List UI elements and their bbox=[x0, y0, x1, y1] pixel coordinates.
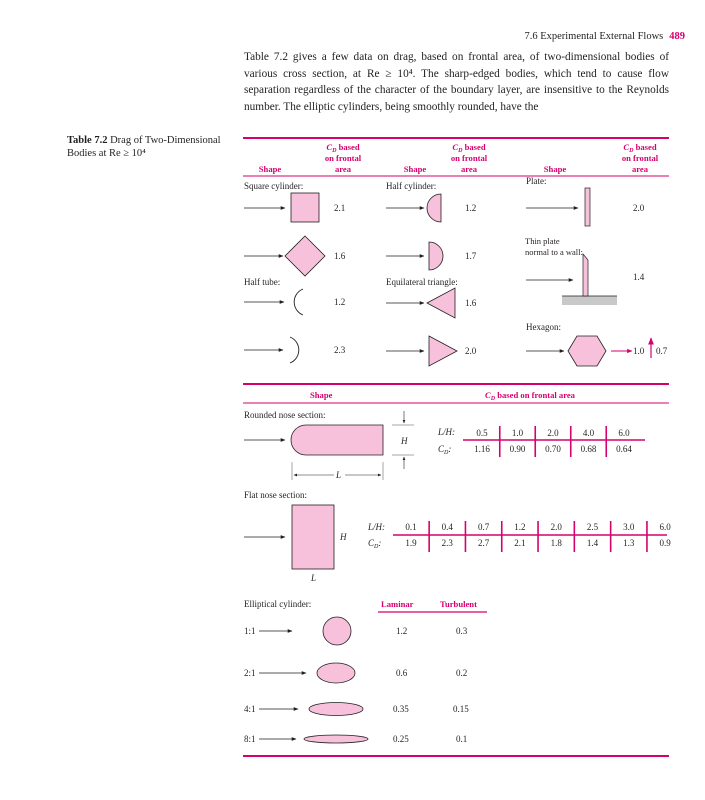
cd-wall-plate: 1.4 bbox=[633, 272, 645, 282]
half-tube-convex-icon bbox=[290, 337, 299, 363]
cd-half-cylinder-2: 1.7 bbox=[465, 251, 477, 261]
svg-text:0.15: 0.15 bbox=[453, 704, 469, 714]
ellipse-4-1-icon bbox=[309, 703, 363, 716]
page-number: 489 bbox=[669, 31, 685, 42]
header2-cd: $C_D$ based on frontal area bbox=[485, 390, 575, 402]
rounded-cd-label: $C_D$: bbox=[438, 444, 452, 456]
label-hexagon: Hexagon: bbox=[526, 322, 561, 332]
flat-lh-value: 2.5 bbox=[586, 522, 599, 532]
cd-half-cylinder-1: 1.2 bbox=[465, 203, 477, 213]
flat-lh-value: 2.0 bbox=[550, 522, 562, 532]
wall-icon bbox=[562, 296, 617, 305]
rounded-values bbox=[474, 426, 632, 457]
svg-text:8:1: 8:1 bbox=[244, 734, 256, 744]
flat-cd-value: 0.9 bbox=[659, 538, 671, 548]
svg-text:0.6: 0.6 bbox=[396, 668, 408, 678]
svg-text:CD based: $C_D$ based bbox=[326, 142, 360, 154]
rounded-cd-value: 0.70 bbox=[545, 444, 561, 454]
flat-lh-value: 0.7 bbox=[477, 522, 490, 532]
rounded-cd-value: 0.68 bbox=[580, 444, 597, 454]
half-cylinder-left-icon bbox=[427, 194, 441, 222]
rounded-lh-value: 0.5 bbox=[476, 428, 488, 438]
rounded-dim-h: H bbox=[401, 436, 408, 446]
cd-hexagon-extra: 1.0 bbox=[633, 346, 645, 356]
half-tube-concave-icon bbox=[294, 289, 303, 315]
triangle-left-icon bbox=[427, 288, 455, 318]
section-title: 7.6 Experimental External Flows bbox=[524, 31, 664, 42]
intro-paragraph: Table 7.2 gives a few data on drag, based on frontal area, of two-dimensional bodies of various cross section, at Re ≥ 10⁴. The sharp-edged bodies, which tend to cause flow separation regardless of the character of the boundary layer, are insensitive to the Reynolds number. The elliptic cylinders, being smoothly rounded, have the bbox=[244, 51, 669, 113]
cd-plate: 2.0 bbox=[633, 203, 645, 213]
flat-lh-value: 0.1 bbox=[405, 522, 417, 532]
rounded-lh-label: L/H: bbox=[438, 427, 456, 437]
svg-text:0.2: 0.2 bbox=[456, 668, 468, 678]
svg-text:on frontal: on frontal bbox=[324, 153, 362, 163]
flat-lh-value: 6.0 bbox=[659, 522, 671, 532]
header-cd-2 bbox=[451, 142, 488, 174]
cd-square: 2.1 bbox=[334, 203, 346, 213]
flat-nose-body-icon bbox=[292, 505, 334, 569]
flat-cd-value: 2.7 bbox=[477, 538, 490, 548]
rounded-lh-value: 6.0 bbox=[618, 428, 630, 438]
flat-cd-value: 1.9 bbox=[405, 538, 417, 548]
header-shape-1: Shape bbox=[258, 164, 282, 174]
rounded-cd-value: 0.64 bbox=[616, 444, 632, 454]
ellipse-row-3 bbox=[244, 703, 469, 716]
flat-cd-value: 1.3 bbox=[623, 538, 635, 548]
ellipse-row-4 bbox=[244, 734, 467, 744]
svg-text:0.1: 0.1 bbox=[456, 734, 468, 744]
rounded-lh-value: 2.0 bbox=[547, 428, 559, 438]
svg-text:0.3: 0.3 bbox=[456, 626, 468, 636]
flat-lh-value: 3.0 bbox=[623, 522, 635, 532]
svg-text:1.2: 1.2 bbox=[396, 626, 408, 636]
svg-text:4:1: 4:1 bbox=[244, 704, 256, 714]
diamond-icon bbox=[285, 236, 325, 276]
header2-shape: Shape bbox=[310, 390, 333, 400]
ellipse-8-1-icon bbox=[304, 735, 368, 743]
rounded-dim-l: L bbox=[336, 470, 342, 480]
caption-text: Drag of Two-Dimensional Bodies at Re ≥ 10⁴ bbox=[67, 135, 221, 159]
svg-text:0.35: 0.35 bbox=[393, 704, 409, 714]
header-cd-3 bbox=[622, 142, 659, 174]
caption-label: Table 7.2 bbox=[67, 135, 108, 146]
header-turbulent: Turbulent bbox=[440, 599, 477, 609]
wall-plate-icon bbox=[583, 254, 588, 296]
flat-dim-h: H bbox=[340, 532, 347, 542]
flat-cd-label: $C_D$: bbox=[368, 538, 382, 550]
square-icon bbox=[291, 193, 319, 222]
triangle-right-icon bbox=[429, 336, 457, 366]
rounded-lh-value: 4.0 bbox=[582, 428, 595, 438]
flat-values bbox=[405, 521, 671, 552]
plate-icon bbox=[585, 188, 590, 226]
rounded-nose-body-icon bbox=[291, 425, 383, 455]
ellipse-1-1-icon bbox=[323, 617, 351, 645]
label-triangle: Equilateral triangle: bbox=[386, 277, 458, 287]
label-plate: Plate: bbox=[526, 176, 547, 186]
svg-text:CD based: $C_D$ based bbox=[452, 142, 486, 154]
hexagon-icon bbox=[568, 336, 606, 366]
svg-text:area: area bbox=[631, 164, 649, 174]
flat-lh-value: 1.2 bbox=[514, 522, 526, 532]
ellipse-row-2 bbox=[244, 663, 467, 683]
header-laminar: Laminar bbox=[381, 599, 414, 609]
cd-hexagon: 0.7 bbox=[656, 346, 668, 356]
cd-triangle-1: 1.6 bbox=[465, 298, 477, 308]
flat-cd-value: 2.3 bbox=[441, 538, 453, 548]
header-shape-2: Shape bbox=[403, 164, 427, 174]
label-elliptical: Elliptical cylinder: bbox=[244, 599, 312, 609]
label-wall-plate-wrapper bbox=[525, 236, 585, 276]
svg-text:on frontal: on frontal bbox=[450, 153, 488, 163]
cd-half-tube-2: 2.3 bbox=[334, 345, 346, 355]
svg-text:CD based: $C_D$ based bbox=[623, 142, 657, 154]
svg-text:2:1: 2:1 bbox=[244, 668, 256, 678]
svg-text:0.25: 0.25 bbox=[393, 734, 409, 744]
header-shape-3: Shape bbox=[543, 164, 567, 174]
flat-lh-label: L/H: bbox=[368, 522, 386, 532]
label-half-tube: Half tube: bbox=[244, 277, 281, 287]
label-wall-plate: Thin plate normal to a wall: bbox=[525, 236, 583, 257]
header-cd-1 bbox=[325, 142, 362, 174]
rounded-cd-value: 1.16 bbox=[474, 444, 490, 454]
svg-text:area: area bbox=[334, 164, 352, 174]
label-rounded-nose: Rounded nose section: bbox=[244, 410, 326, 420]
flat-lh-value: 0.4 bbox=[441, 522, 453, 532]
cd-diamond: 1.6 bbox=[334, 251, 346, 261]
half-cylinder-right-icon bbox=[429, 242, 443, 270]
svg-text:1:1: 1:1 bbox=[244, 626, 256, 636]
flat-cd-value: 2.1 bbox=[514, 538, 526, 548]
ellipse-row-1 bbox=[244, 617, 468, 645]
svg-text:on frontal: on frontal bbox=[621, 153, 659, 163]
ellipse-2-1-icon bbox=[317, 663, 355, 683]
cd-half-tube-1: 1.2 bbox=[334, 297, 346, 307]
flat-cd-value: 1.4 bbox=[586, 538, 599, 548]
label-half-cylinder: Half cylinder: bbox=[386, 181, 437, 191]
label-square-cylinder: Square cylinder: bbox=[244, 181, 304, 191]
label-flat-nose: Flat nose section: bbox=[244, 490, 307, 500]
flat-dim-l: L bbox=[311, 573, 317, 583]
rounded-lh-value: 1.0 bbox=[511, 428, 524, 438]
rounded-cd-value: 0.90 bbox=[509, 444, 526, 454]
svg-text:area: area bbox=[460, 164, 478, 174]
flat-cd-value: 1.8 bbox=[550, 538, 562, 548]
cd-triangle-2: 2.0 bbox=[465, 346, 477, 356]
